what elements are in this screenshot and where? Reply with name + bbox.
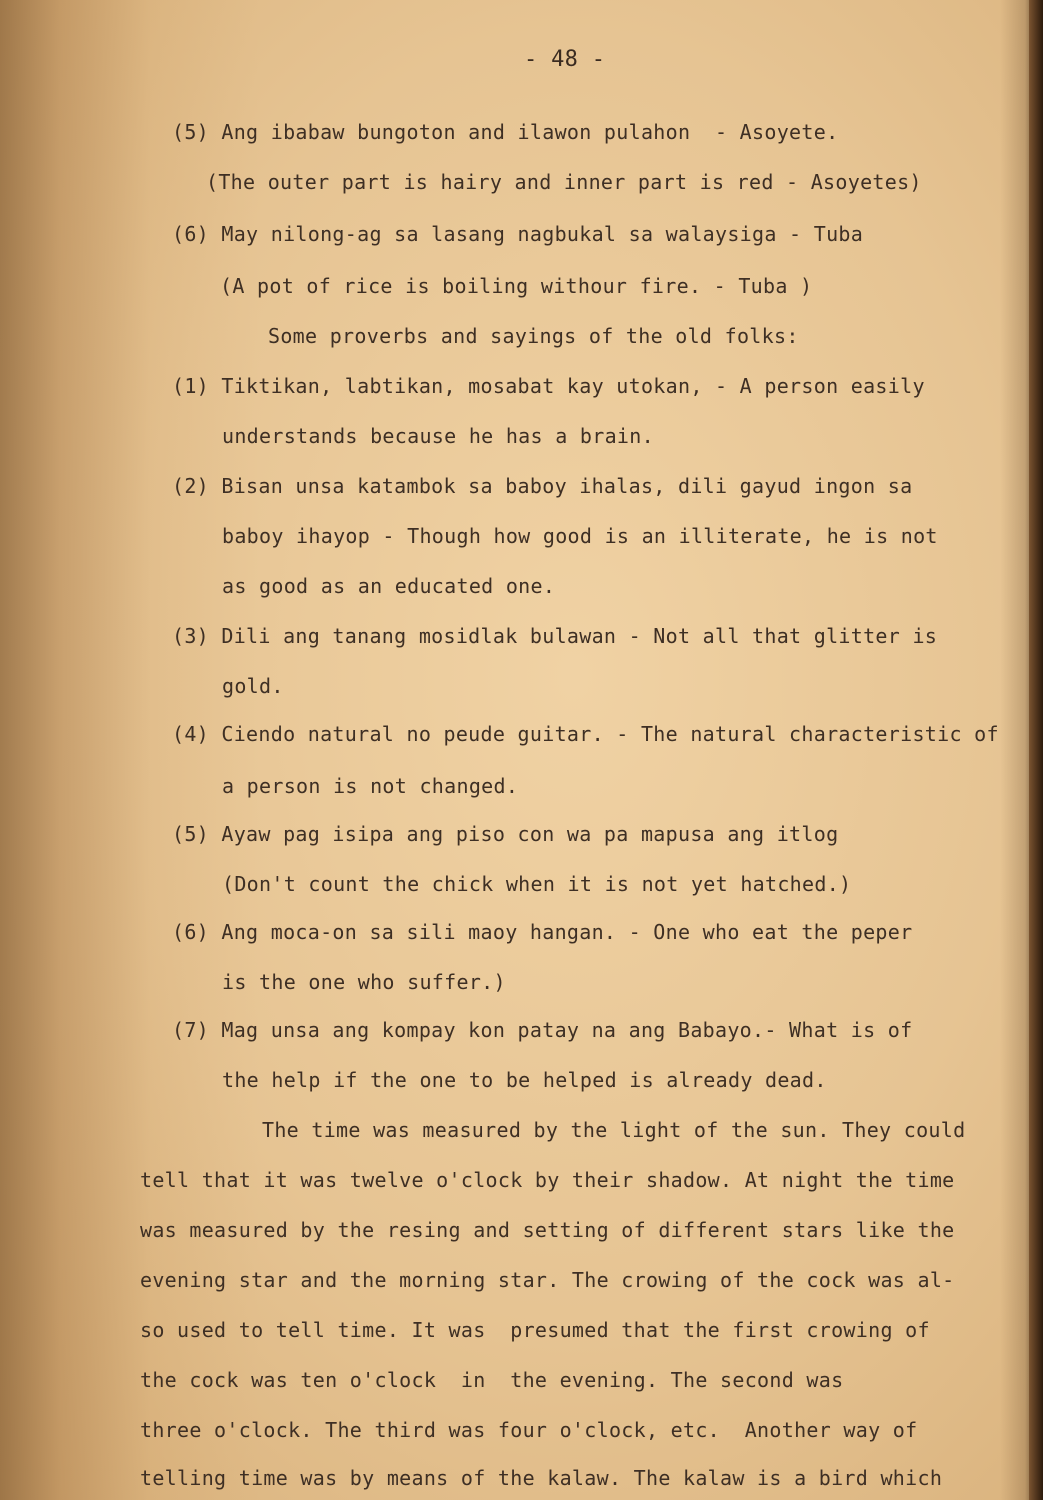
proverb-5-line-2: (Don't count the chick when it is not yet hatched.) <box>222 872 852 896</box>
proverb-7-line-1: (7) Mag unsa ang kompay kon patay na ang Babayo.- What is of <box>172 1018 913 1042</box>
proverb-7-line-2: the help if the one to be helped is already dead. <box>222 1068 827 1092</box>
proverb-2-line-3: as good as an educated one. <box>222 574 556 598</box>
riddle-6-native: (6) May nilong-ag sa lasang nagbukal sa walaysiga - Tuba <box>172 222 864 246</box>
paragraph-line-5: so used to tell time. It was presumed that the first crowing of <box>140 1318 930 1342</box>
paragraph-line-3: was measured by the resing and setting of different stars like the <box>140 1218 955 1242</box>
proverb-2-line-1: (2) Bisan unsa katambok sa baboy ihalas, dili gayud ingon sa <box>172 474 913 498</box>
proverb-1-line-1: (1) Tiktikan, labtikan, mosabat kay utokan, - A person easily <box>172 374 925 398</box>
proverb-3-line-2: gold. <box>222 674 284 698</box>
paragraph-line-8: telling time was by means of the kalaw. The kalaw is a bird which <box>140 1466 943 1490</box>
proverb-5-line-1: (5) Ayaw pag isipa ang piso con wa pa mapusa ang itlog <box>172 822 839 846</box>
paragraph-line-4: evening star and the morning star. The crowing of the cock was al- <box>140 1268 955 1292</box>
paragraph-line-1: The time was measured by the light of the sun. They could <box>262 1118 966 1142</box>
riddle-5-english: (The outer part is hairy and inner part is red - Asoyetes) <box>206 170 922 194</box>
riddle-5-native: (5) Ang ibabaw bungoton and ilawon pulahon - Asoyete. <box>172 120 839 144</box>
proverb-4-line-2: a person is not changed. <box>222 774 519 798</box>
proverb-3-line-1: (3) Dili ang tanang mosidlak bulawan - Not all that glitter is <box>172 624 938 648</box>
paragraph-line-7: three o'clock. The third was four o'clock, etc. Another way of <box>140 1418 918 1442</box>
paragraph-line-6: the cock was ten o'clock in the evening. The second was <box>140 1368 844 1392</box>
riddle-6-english: (A pot of rice is boiling withour fire. - Tuba ) <box>220 274 813 298</box>
paragraph-line-2: tell that it was twelve o'clock by their shadow. At night the time <box>140 1168 955 1192</box>
proverb-2-line-2: baboy ihayop - Though how good is an illiterate, he is not <box>222 524 938 548</box>
page-number: - 48 - <box>524 47 606 72</box>
proverb-1-line-2: understands because he has a brain. <box>222 424 654 448</box>
book-spine-shadow <box>1029 0 1043 1500</box>
proverb-4-line-1: (4) Ciendo natural no peude guitar. - The natural characteristic of <box>172 722 999 746</box>
proverb-6-line-2: is the one who suffer.) <box>222 970 506 994</box>
proverb-6-line-1: (6) Ang moca-on sa sili maoy hangan. - One who eat the peper <box>172 920 913 944</box>
proverbs-heading: Some proverbs and sayings of the old folks: <box>268 324 799 348</box>
